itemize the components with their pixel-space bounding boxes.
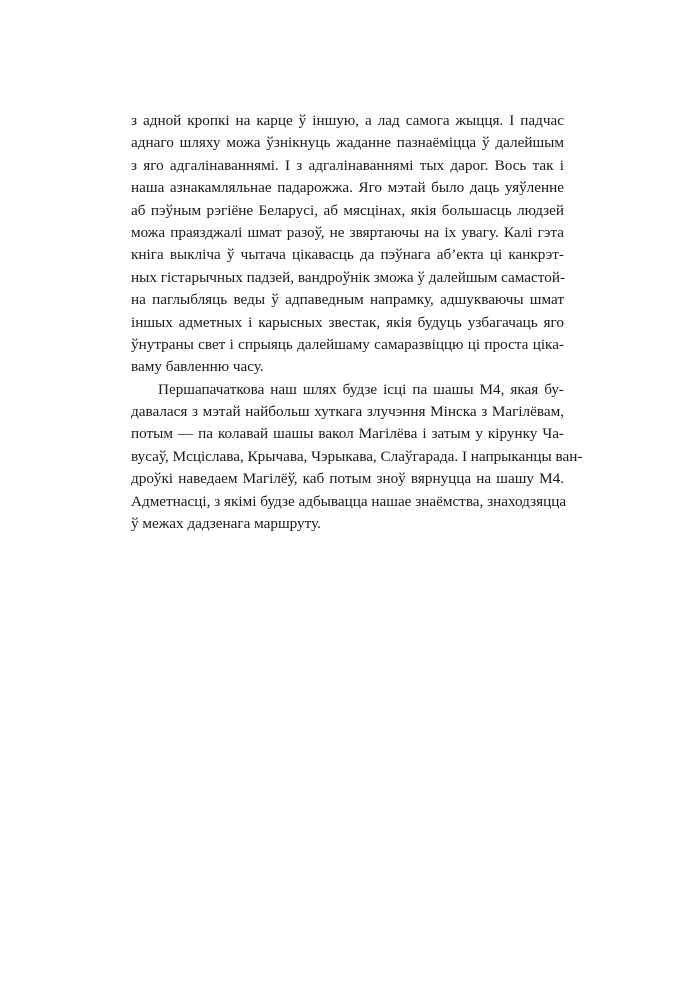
text-line: ваму бавленню часу. [131,358,264,376]
text-line: ў межах дадзенага маршруту. [131,515,321,533]
text-line: давалася з мэтай найбольш хуткага злучэння Мінска з Магілёвам, [131,403,564,421]
body-text [131,110,583,535]
text-line: Адметнасці, з якімі будзе адбывацца нашае знаёмства, знаходзяцца [131,492,567,510]
text-line: іншых адметных і карысных звестак, якія будуць узбагачаць яго [131,313,564,331]
text-line: Першапачаткова наш шлях будзе ісці па шашы М4, якая бу- [158,380,564,398]
text-line: на паглыбляць веды ў адпаведным напрамку, адшукваючы шмат [131,291,564,309]
text-line: кніга выкліча ў чытача цікавасць да пэўнага аб’екта ці канкрэт- [131,246,564,264]
text-line: можа праязджалі шмат разоў, не звяртаючы на іх увагу. Калі гэта [131,223,564,241]
text-line: з адной кропкі на карце ў іншую, а лад самога жыцця. І падчас [131,112,564,129]
text-line: потым — па колавай шашы вакол Магілёва і затым у кірунку Ча- [131,425,564,443]
text-line: з яго адгалінаваннямі. І з адгалінаваннямі тых дарог. Вось так і [131,156,564,174]
text-line: ўнутраны свет і спрыяць далейшаму самаразвіццю ці проста ціка- [131,335,564,353]
text-line: аднаго шляху можа ўзнікнуць жаданне пазнаёміцца ў далейшым [131,134,564,152]
text-line: наша азнакамляльнае падарожжа. Яго мэтай было даць уяўленне [131,179,564,197]
paragraph-2 [131,379,583,536]
text-line: ных гістарычных падзей, вандроўнік зможа ў далейшым самастой- [131,268,566,286]
paragraph-1 [131,110,564,379]
text-line: дроўкі наведаем Магілёў, каб потым зноў вярнуцца на шашу М4. [131,470,564,488]
text-line: аб пэўным рэгіёне Беларусі, аб мясцінах, якія большасць людзей [131,201,564,219]
text-line: вусаў, Мсціслава, Крычава, Чэрыкава, Слаўгарада. І напрыканцы ван- [131,447,583,465]
